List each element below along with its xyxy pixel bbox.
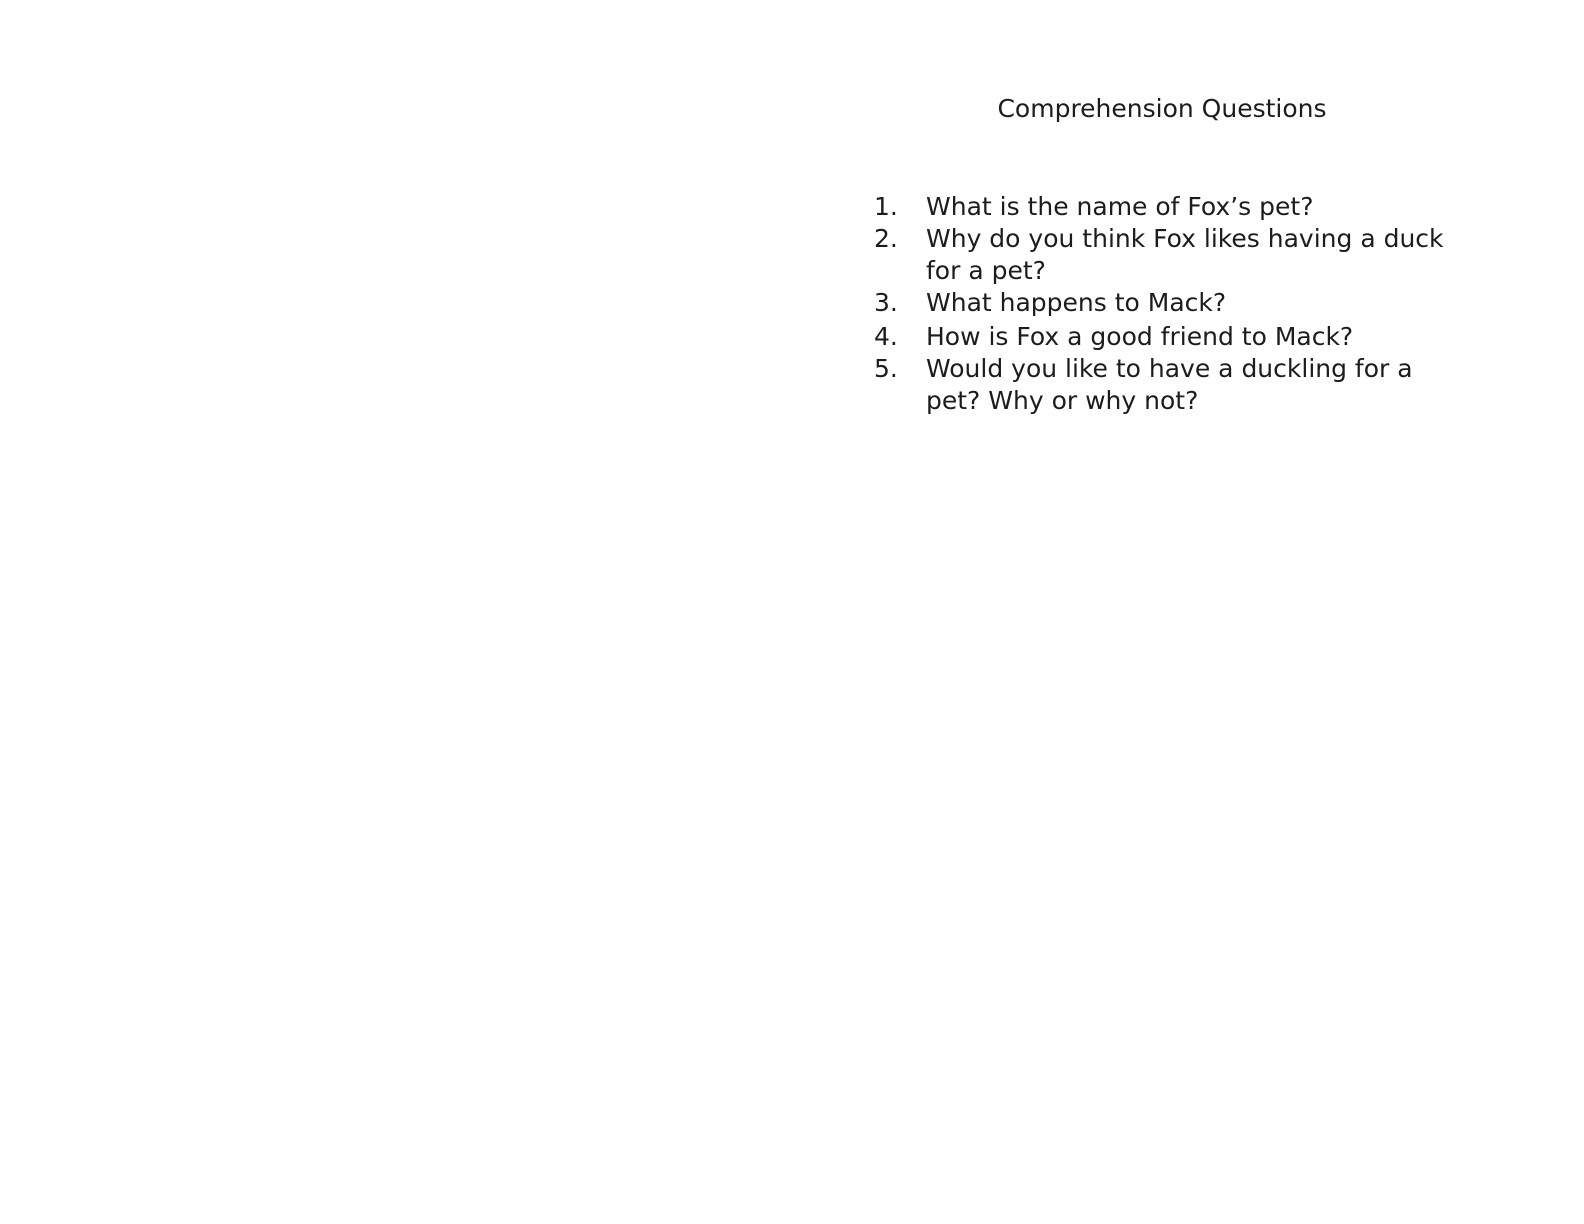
question-item (874, 191, 1474, 223)
question-text: What happens to Mack? (926, 288, 1227, 317)
question-text: How is Fox a good friend to Mack? (926, 322, 1354, 351)
question-number: 2. (874, 224, 898, 253)
right-page (792, 0, 1584, 1224)
question-list (874, 191, 1474, 417)
question-item (874, 223, 1474, 287)
page-title: Comprehension Questions (997, 94, 1327, 123)
question-item (874, 287, 1474, 319)
question-number: 1. (874, 192, 898, 221)
question-item (874, 353, 1474, 417)
question-item (874, 321, 1474, 353)
question-text: Would you like to have a duckling for a pet? Why or why not? (926, 354, 1413, 415)
question-text: What is the name of Fox’s pet? (926, 192, 1314, 221)
question-text: Why do you think Fox likes having a duck for a pet? (926, 224, 1444, 285)
question-number: 3. (874, 288, 898, 317)
question-number: 4. (874, 322, 898, 351)
question-number: 5. (874, 354, 898, 383)
